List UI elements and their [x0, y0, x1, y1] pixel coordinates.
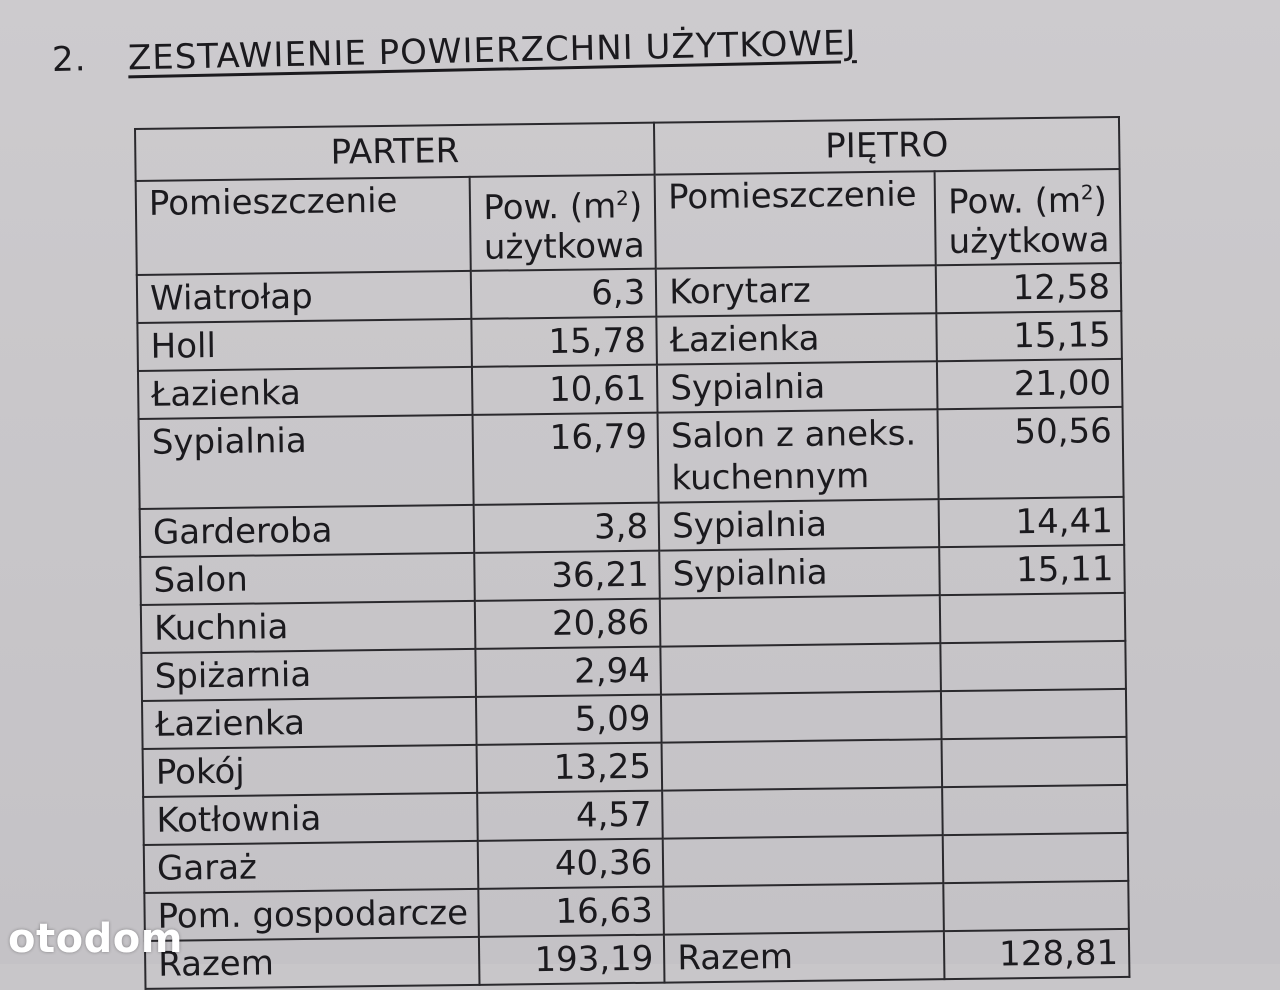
- room-name: [658, 410, 939, 503]
- col-header-room-left: Pomieszczenie: [136, 177, 472, 275]
- room-name: Sypialnia: [659, 548, 940, 599]
- col-header-area-sub: użytkowa: [483, 226, 645, 269]
- room-area: 21,00: [937, 359, 1122, 409]
- room-name-line1: Salon z aneks.: [670, 413, 917, 457]
- room-area: 13,25: [477, 743, 662, 793]
- room-name: Łazienka: [142, 697, 477, 749]
- col-header-area-sup: 2: [1080, 180, 1094, 205]
- col-header-area-left: [470, 175, 656, 272]
- room-area: [942, 785, 1127, 835]
- room-name: Garaż: [144, 841, 479, 893]
- col-header-area-paren: ): [628, 186, 643, 227]
- total-label-left: Razem: [145, 937, 480, 989]
- room-area: 12,58: [936, 263, 1121, 313]
- section-pietro: PIĘTRO: [654, 117, 1119, 175]
- room-name: Spiżarnia: [141, 649, 476, 701]
- room-name: Holl: [137, 319, 472, 371]
- room-name: Kuchnia: [141, 601, 476, 653]
- room-area: 15,11: [939, 545, 1124, 595]
- room-area: 3,8: [474, 503, 659, 553]
- area-table: [134, 116, 1130, 990]
- room-name: Garderoba: [140, 505, 475, 557]
- room-area: 14,41: [939, 497, 1124, 547]
- total-value-left: 193,19: [479, 935, 664, 985]
- room-area: 40,36: [478, 839, 663, 889]
- room-area: [942, 737, 1127, 787]
- room-area: [940, 593, 1125, 643]
- room-name: [662, 788, 943, 839]
- room-area: [941, 689, 1126, 739]
- room-area: 16,63: [479, 887, 664, 937]
- room-area: [943, 881, 1128, 931]
- room-name: Kotłownia: [143, 793, 478, 845]
- room-area: 15,15: [937, 311, 1122, 361]
- room-area: 5,09: [476, 695, 661, 745]
- room-name: Pom. gospodarcze: [144, 889, 479, 941]
- section-number: 2.: [51, 39, 87, 80]
- column-header-row: [136, 169, 1121, 275]
- room-name-line2: kuchennym: [671, 456, 870, 499]
- room-area: [943, 833, 1128, 883]
- room-area: 6,3: [471, 269, 656, 319]
- table-row: [139, 407, 1124, 509]
- otodom-watermark: otodom: [8, 916, 183, 962]
- room-area: 4,57: [478, 791, 663, 841]
- room-name: Sypialnia: [657, 362, 938, 413]
- room-area: [941, 641, 1126, 691]
- col-header-area-label: Pow. (m: [947, 180, 1082, 223]
- col-header-area-sub: użytkowa: [948, 220, 1110, 263]
- room-name: Salon: [140, 553, 475, 605]
- room-name: Sypialnia: [139, 415, 474, 509]
- room-name: Korytarz: [656, 266, 937, 317]
- room-name: [663, 835, 944, 886]
- col-header-room-right: Pomieszczenie: [655, 171, 936, 269]
- room-area: 16,79: [473, 413, 659, 505]
- area-table-container: [134, 116, 1130, 990]
- room-area: 36,21: [475, 551, 660, 601]
- room-name: [662, 740, 943, 791]
- room-name: Pokój: [143, 745, 478, 797]
- section-title: ZESTAWIENIE POWIERZCHNI UŻYTKOWEJ: [127, 23, 857, 79]
- room-name: [661, 644, 942, 695]
- room-name: Łazienka: [138, 367, 473, 419]
- section-heading: [52, 23, 857, 80]
- room-area: 20,86: [475, 599, 660, 649]
- total-value-right: 128,81: [944, 929, 1129, 979]
- col-header-area-right: [935, 169, 1121, 266]
- room-area: 10,61: [472, 365, 657, 415]
- col-header-area-sup: 2: [615, 185, 629, 211]
- room-name: Sypialnia: [659, 500, 940, 551]
- col-header-area-paren: ): [1093, 180, 1108, 221]
- room-area: 2,94: [476, 647, 661, 697]
- room-name: Wiatrołap: [137, 271, 472, 323]
- room-name: [664, 883, 945, 934]
- total-label-right: Razem: [664, 931, 945, 982]
- room-name: [661, 692, 942, 743]
- room-area: 50,56: [938, 407, 1124, 499]
- room-name: Łazienka: [657, 314, 938, 365]
- col-header-area-label: Pow. (m: [483, 186, 617, 229]
- room-name: [660, 596, 941, 647]
- section-parter: PARTER: [135, 123, 655, 181]
- room-area: 15,78: [472, 317, 657, 367]
